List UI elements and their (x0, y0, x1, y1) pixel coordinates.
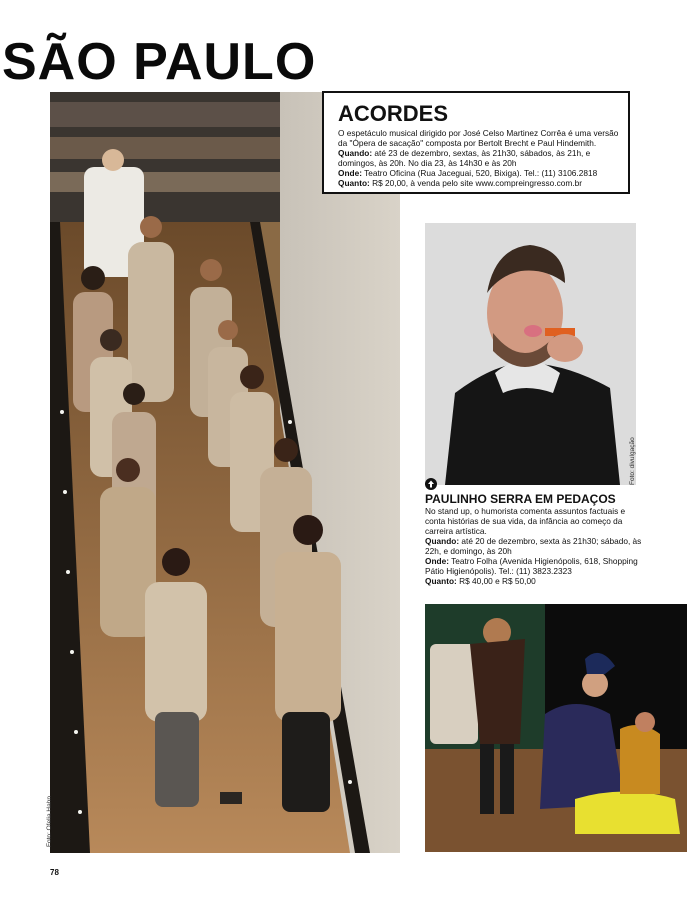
acordes-where-label: Onde: (338, 168, 362, 178)
arrow-up-icon (425, 478, 437, 490)
paulinho-price-value: R$ 40,00 e R$ 50,00 (459, 576, 536, 586)
acordes-price-value: R$ 20,00, à venda pelo site www.compreingresso.com.br (372, 178, 582, 188)
portrait-photo (425, 223, 636, 485)
paulinho-when-value: até 20 de dezembro, sexta às 21h30; sábado, às 22h, e domingo, às 20h (425, 536, 642, 556)
paulinho-when-label: Quando: (425, 536, 460, 546)
acordes-title: ACORDES (338, 101, 449, 126)
paulinho-where-label: Onde: (425, 556, 449, 566)
paulinho-where-value: Teatro Folha (Avenida Higienópolis, 618, Shopping Pátio Higienópolis). Tel.: (11) 3823.2323 (425, 556, 638, 576)
acordes-box (322, 91, 630, 194)
paulinho-when (425, 536, 645, 556)
acordes-when-value: até 23 de dezembro, sextas, às 21h30, sábados, às 21h, e domingos, às 20h. No dia 23, às 14h30 e às 20h (338, 148, 591, 168)
stage-photo-credit: Foto: Ofelia Hahn (46, 796, 53, 847)
paulinho-title: PAULINHO SERRA EM PEDAÇOS (425, 492, 616, 506)
acordes-when-label: Quando: (338, 148, 373, 158)
acordes-when (338, 148, 628, 168)
acordes-price (338, 178, 628, 188)
acordes-description: O espetáculo musical dirigido por José Celso Martinez Corrêa é uma versão da "Ópera de sacação" composta por Bertolt Brecht e Paul Hindemith. (338, 128, 619, 148)
paulinho-body (425, 506, 645, 586)
paulinho-price-label: Quanto: (425, 576, 457, 586)
portrait-photo-credit: Foto: divulgação (629, 437, 636, 485)
play-photo (425, 604, 687, 852)
paulinho-where (425, 556, 645, 576)
paulinho-price (425, 576, 645, 586)
acordes-where-value: Teatro Oficina (Rua Jaceguai, 520, Bixiga). Tel.: (11) 3106.2818 (364, 168, 598, 178)
stage-photo (46, 92, 400, 853)
acordes-where (338, 168, 628, 178)
section-title: SÃO PAULO (2, 33, 317, 91)
paulinho-description: No stand up, o humorista comenta assuntos factuais e conta histórias de sua vida, da infância ao começo da carreira artística. (425, 506, 626, 536)
page-number: 78 (50, 868, 59, 877)
acordes-price-label: Quanto: (338, 178, 370, 188)
